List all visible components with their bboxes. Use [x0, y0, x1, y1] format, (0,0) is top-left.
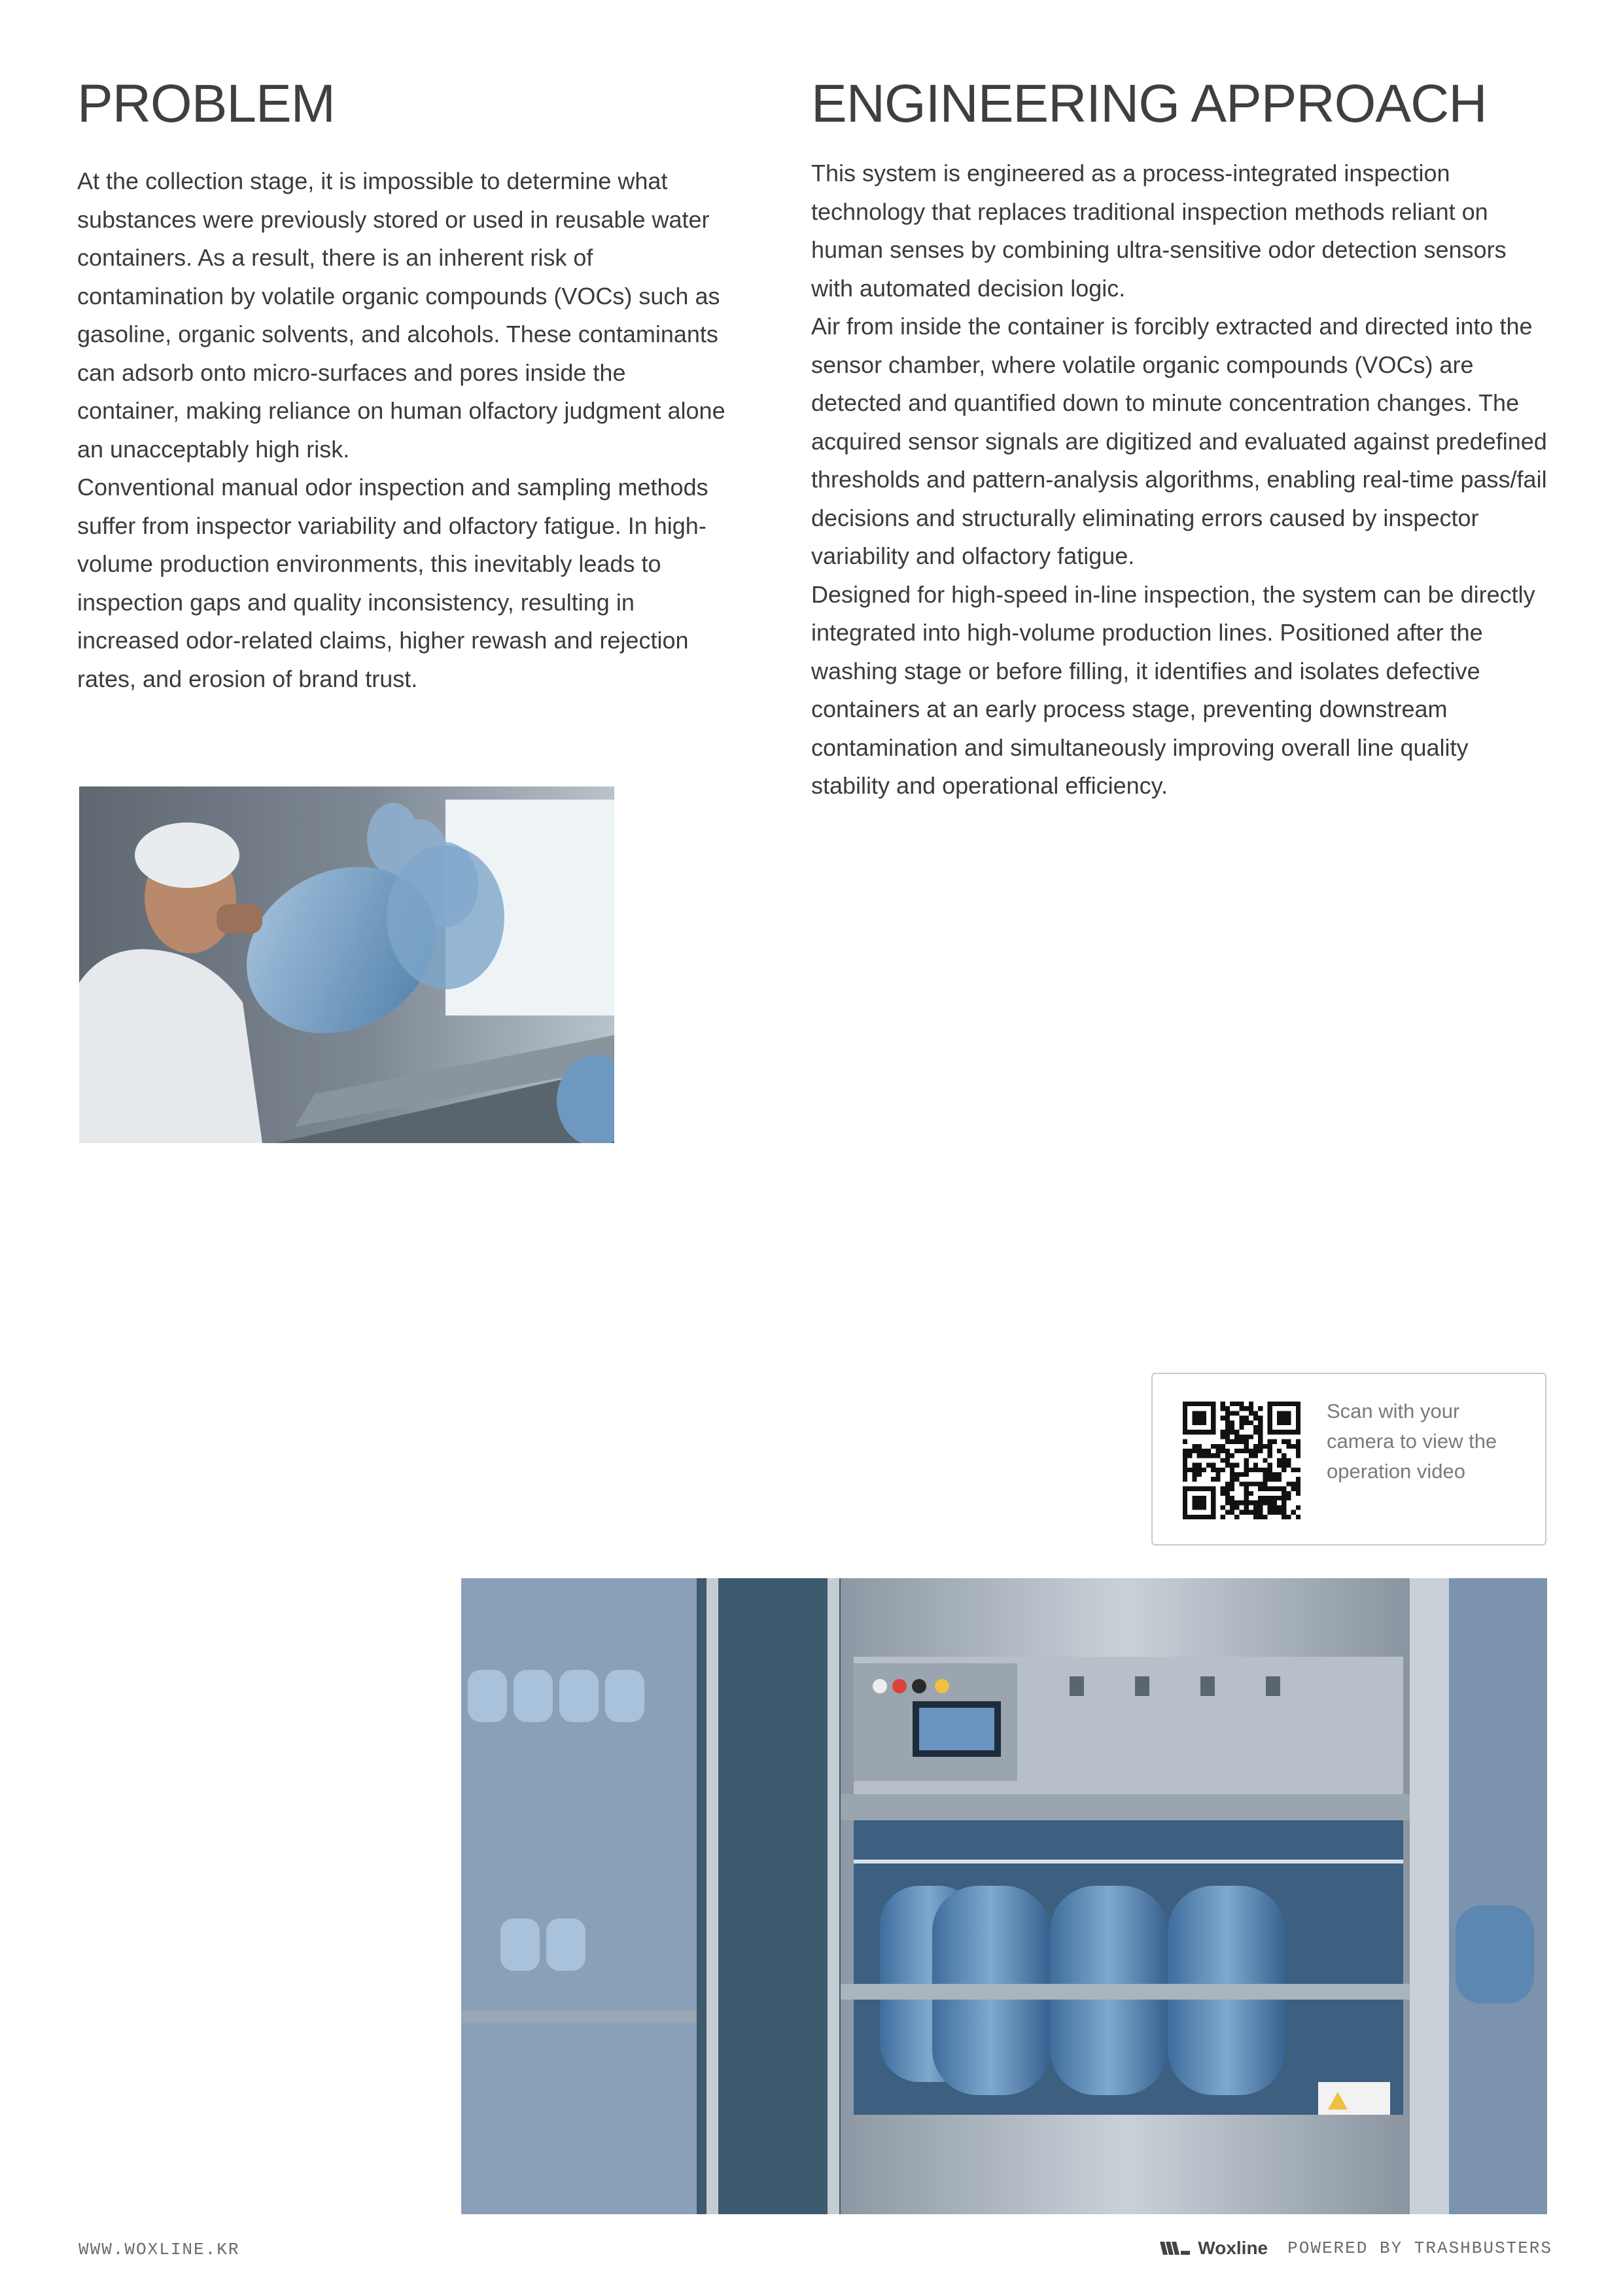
qr-caption: Scan with your camera to view the operation video [1327, 1400, 1497, 1483]
problem-body [77, 162, 731, 698]
problem-paragraph: At the collection stage, it is impossible to determine what substances were previously stored or used in reusable water containers. As a result, there is an inherent risk of contamination by volatile organic compounds (VOCs) such as gasoline, organic solvents, and alcohols. These contaminants can adsorb onto micro-surfaces and pores inside the container, making reliance on human olfactory judgment alone an unacceptably high risk. [77, 168, 725, 463]
woxline-logo-icon [1160, 2240, 1191, 2256]
problem-heading: PROBLEM [77, 74, 335, 133]
qr-code[interactable] [1183, 1402, 1300, 1519]
approach-body [811, 154, 1549, 805]
approach-paragraph: Designed for high-speed in-line inspection, the system can be directly integrated into high-volume production lines. Positioned after the washing stage or before filling, it identifies and isolates defective containers at an early process stage, preventing downstream contamination and simultaneously improving overall line quality stability and operational efficiency. [811, 580, 1535, 799]
footer-url[interactable]: WWW.WOXLINE.KR [79, 2240, 240, 2259]
approach-paragraph: This system is engineered as a process-integrated inspection technology that replaces traditional inspection methods reliant on human senses by combining ultra-sensitive odor detection sensors with automated decision logic. [811, 160, 1507, 302]
approach-heading: ENGINEERING APPROACH [811, 74, 1487, 133]
approach-paragraph: Air from inside the container is forcibly extracted and directed into the sensor chamber, where volatile organic compounds (VOCs) are detected and quantified down to minute concentration changes. The acquired sensor signals are digitized and evaluated against predefined thresholds and pattern-analysis algorithms, enabling real-time pass/fail decisions and structurally eliminating errors caused by inspector variability and olfactory fatigue. [811, 313, 1547, 569]
qr-card [1151, 1373, 1546, 1545]
powered-by: POWERED BY TRASHBUSTERS [1287, 2238, 1552, 2258]
problem-paragraph: Conventional manual odor inspection and sampling methods suffer from inspector variability and olfactory fatigue. In high-volume production environments, this inevitably leads to inspection gaps and quality inconsistency, resulting in increased odor-related claims, higher rewash and rejection rates, and erosion of brand trust. [77, 474, 708, 692]
inspector-photo [79, 786, 614, 1143]
machine-photo [461, 1578, 1547, 2214]
brand-name: Woxline [1198, 2238, 1268, 2258]
footer-brand [1160, 2235, 1552, 2261]
